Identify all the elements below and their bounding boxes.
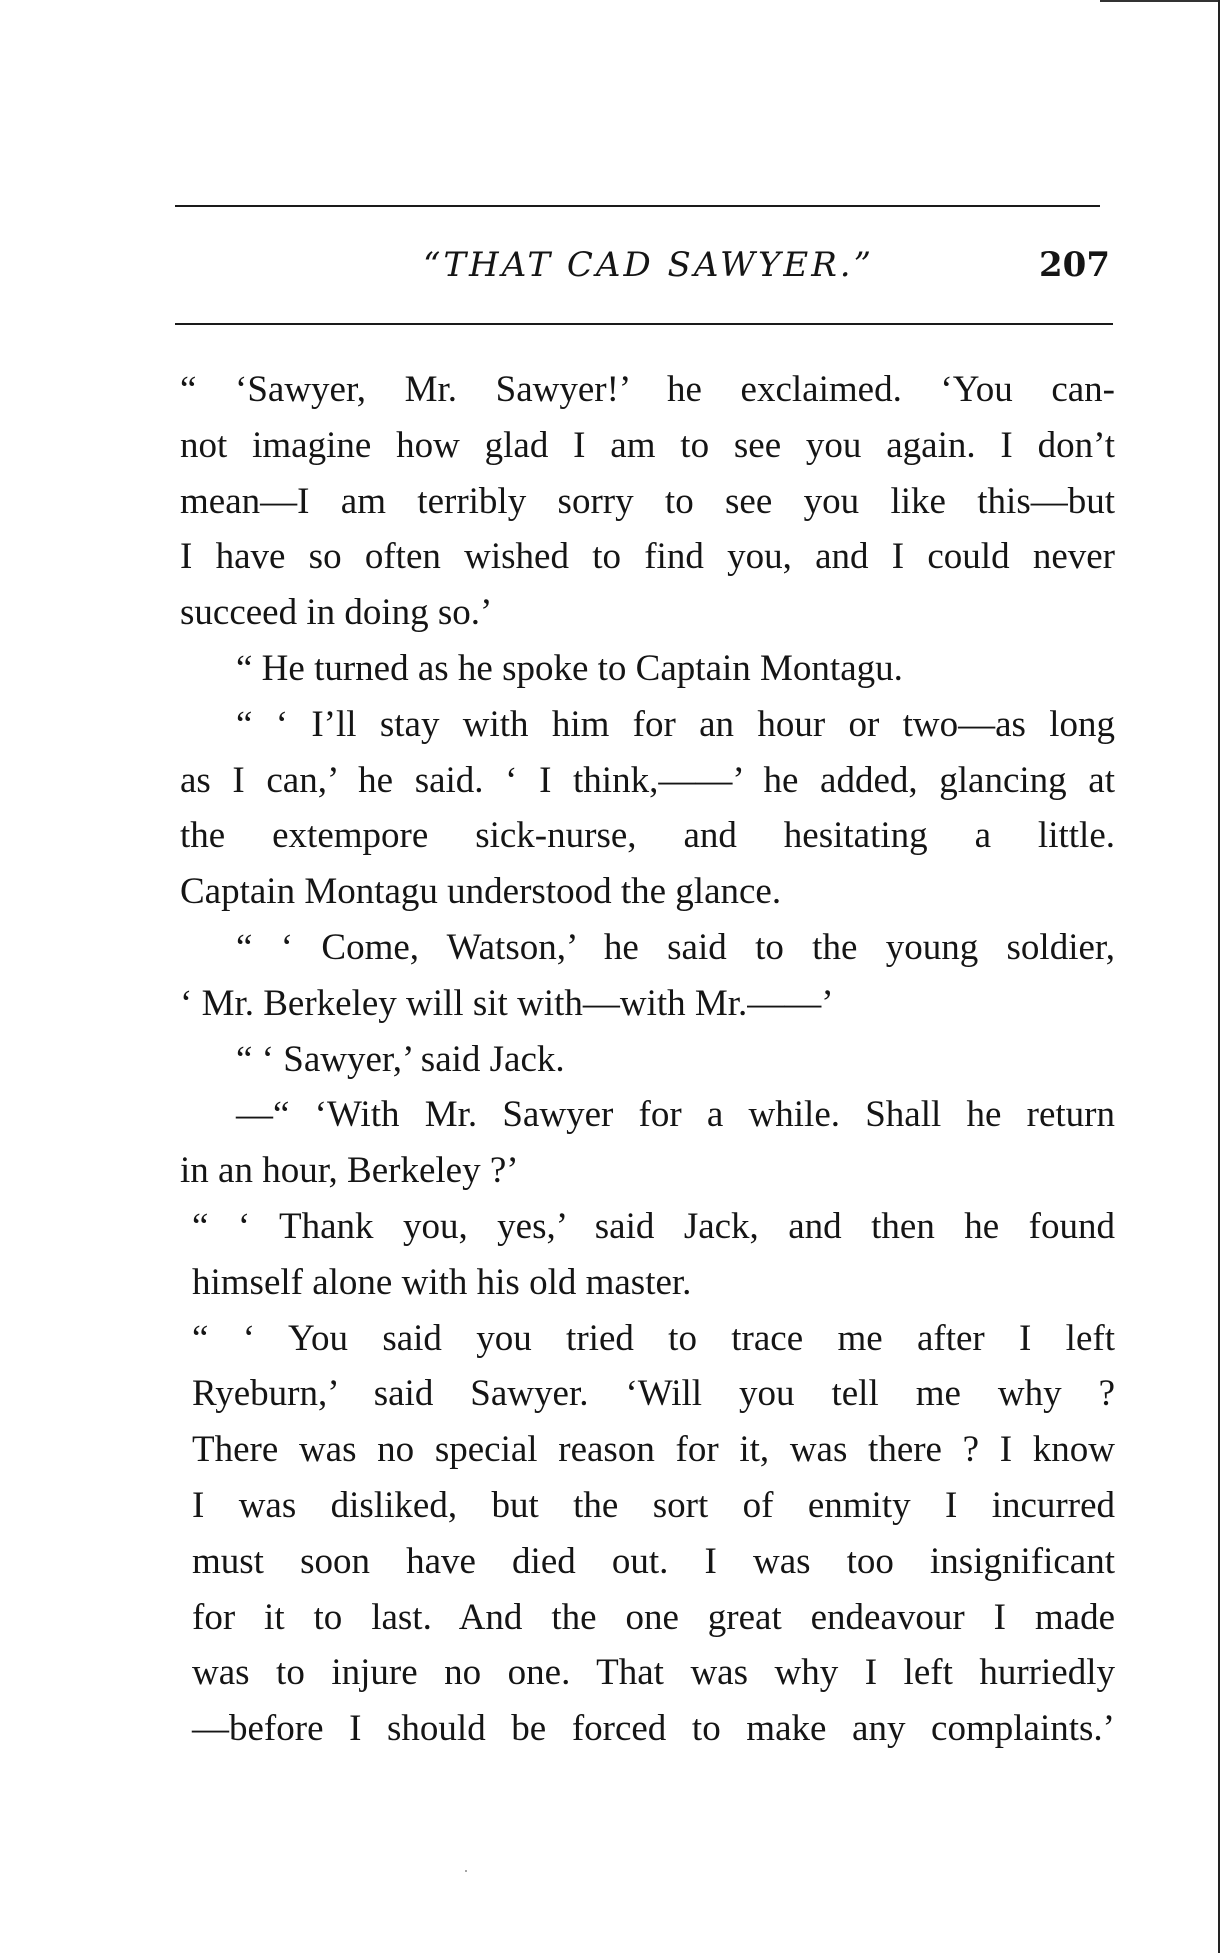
text-line: was to injure no one. That was why I left hurriedly [192, 1652, 1115, 1694]
text-line: “ ‘Sawyer, Mr. Sawyer!’ he exclaimed. ‘You can- [180, 369, 1115, 410]
text-line: himself alone with his old master. [192, 1261, 692, 1303]
text-line: as I can,’ he said. ‘ I think,——’ he added, glancing at [180, 759, 1115, 801]
text-line: not imagine how glad I am to see you again. I don’t [180, 424, 1115, 466]
running-header [175, 245, 1110, 295]
paper-speck [465, 1870, 467, 1872]
running-title: “THAT CAD SAWYER.” [423, 245, 874, 285]
text-line: in an hour, Berkeley ?’ [180, 1150, 519, 1192]
header-rule-bottom [175, 323, 1113, 325]
text-line: “ He turned as he spoke to Captain Montagu. [236, 647, 903, 689]
text-line: for it to last. And the one great endeavour I made [192, 1596, 1115, 1638]
text-line: —“ ‘With Mr. Sawyer for a while. Shall he return [236, 1094, 1115, 1136]
text-line: Captain Montagu understood the glance. [180, 871, 782, 913]
text-line: I was disliked, but the sort of enmity I incurred [192, 1484, 1115, 1526]
text-line: “ ‘ Thank you, yes,’ said Jack, and then he found [192, 1205, 1115, 1247]
text-line: I have so often wished to find you, and I could never [180, 536, 1115, 578]
text-line: the extempore sick-nurse, and hesitating a little. [180, 815, 1115, 857]
text-line: “ ‘ Sawyer,’ said Jack. [236, 1038, 565, 1080]
text-line: “ ‘ Come, Watson,’ he said to the young soldier, [236, 926, 1115, 968]
text-line: mean—I am terribly sorry to see you like this—but [180, 480, 1115, 522]
body-text [180, 362, 1115, 1757]
text-line: —before I should be forced to make any complaints.’ [192, 1708, 1115, 1750]
header-rule-top [175, 205, 1100, 207]
text-line: Ryeburn,’ said Sawyer. ‘Will you tell me why ? [192, 1373, 1115, 1415]
text-line: succeed in doing so.’ [180, 592, 493, 634]
page-edge-top [1100, 0, 1220, 2]
text-line: ‘ Mr. Berkeley will sit with—with Mr.——’ [180, 982, 834, 1024]
text-line: There was no special reason for it, was there ? I know [192, 1429, 1115, 1471]
text-line: must soon have died out. I was too insignificant [192, 1540, 1115, 1582]
text-line: “ ‘ I’ll stay with him for an hour or two—as long [236, 703, 1115, 745]
text-line: “ ‘ You said you tried to trace me after I left [192, 1317, 1115, 1359]
page-number: 207 [1039, 245, 1110, 285]
